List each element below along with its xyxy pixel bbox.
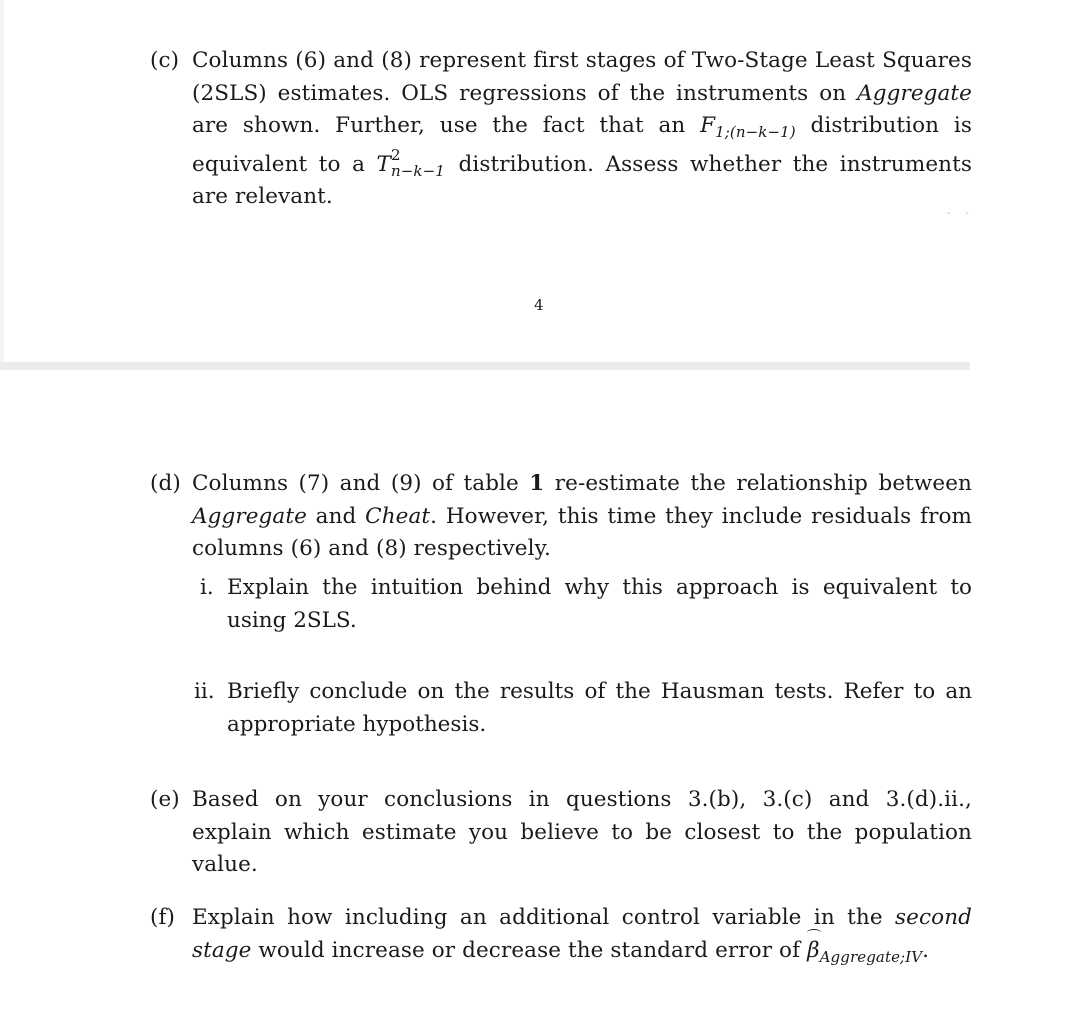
question-d-text: Columns (7) and (9) of table 1 re-estimate the relationship between Aggregate and Cheat. However, this time they include residuals from columns (6) and (8) respectively.: [192, 471, 972, 561]
sub-i-text: Explain the intuition behind why this approach is equivalent to using 2SLS.: [227, 575, 972, 633]
page-separator-right: [970, 360, 1066, 370]
question-c-text: Columns (6) and (8) represent first stages of Two-Stage Least Squares (2SLS) estimates. OLS regressions of the instruments on Aggregate are shown. Further, use the fact that an $F_{1;(n-k-1)}$ distribution is equivalent to a T 2 n−k−1 distribution. Assess whether the instruments are relevant.: [192, 48, 973, 209]
beta-subscript: Aggregate;IV: [819, 947, 923, 966]
f-distribution-symbol: F: [700, 113, 716, 138]
question-c: [150, 45, 972, 214]
page-separator: [0, 362, 970, 370]
question-d-sub-ii: [194, 676, 972, 741]
question-f-label: (f): [150, 905, 176, 930]
question-e-label: (e): [150, 787, 180, 812]
beta-hat-symbol: β: [807, 935, 820, 968]
question-e: [150, 784, 972, 882]
f-distribution-subscript: 1;(n−k−1): [715, 123, 796, 141]
sub-i-label: i.: [200, 575, 214, 600]
sub-ii-text: Briefly conclude on the results of the Hausman tests. Refer to an appropriate hypothesis.: [227, 679, 972, 737]
faint-marks: - -: [947, 208, 975, 219]
question-d-sub-i: [200, 572, 972, 637]
sub-ii-label: ii.: [194, 679, 215, 704]
question-d: [150, 468, 972, 566]
question-c-label: (c): [150, 48, 180, 73]
t-distribution-scripts: 2 n−k−1: [391, 145, 445, 180]
question-f: [150, 902, 972, 973]
t-distribution-symbol: T: [376, 151, 391, 177]
page-number: 4: [534, 296, 544, 314]
question-d-label: (d): [150, 471, 181, 496]
table-reference: 1: [529, 471, 545, 496]
question-e-text: Based on your conclusions in questions 3.(b), 3.(c) and 3.(d).ii., explain which estimate you believe to be closest to the population value.: [192, 787, 972, 877]
question-f-text: Explain how including an additional control variable in the second stage would increase or decrease the standard error of $\beta_{Aggregate;IV}$.: [192, 905, 972, 966]
page-left-edge: [0, 0, 4, 362]
